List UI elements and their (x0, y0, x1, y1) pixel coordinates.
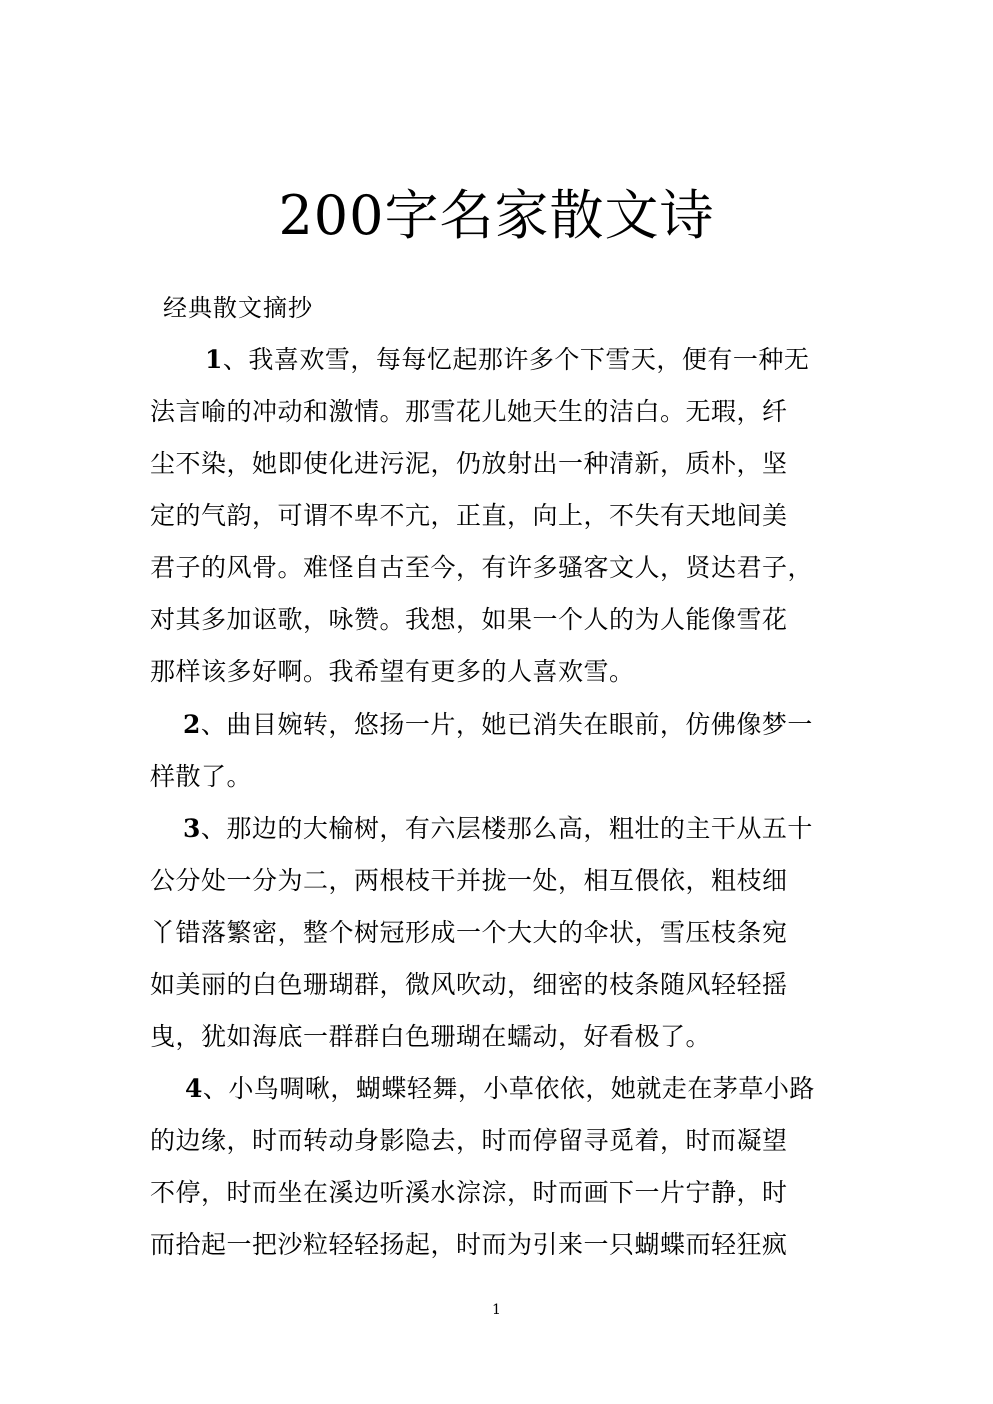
line-text: 不停，时而坐在溪边听溪水淙淙，时而画下一片宁静，时 (150, 1178, 788, 1207)
line-text: 、曲目婉转，悠扬一片，她已消失在眼前，仿佛像梦一 (200, 710, 813, 739)
line-text: 公分处一分为二，两根枝干并拢一处，相互偎依，粗枝细 (150, 866, 788, 895)
text-line (150, 1173, 850, 1213)
page-title: 200字名家散文诗 (278, 184, 715, 247)
item-number: 2 (183, 710, 201, 739)
text-line (150, 757, 850, 797)
text-line (150, 652, 850, 692)
line-text: 尘不染，她即使化进污泥，仍放射出一种清新，质朴，坚 (150, 449, 788, 478)
item-number: 3 (183, 814, 201, 843)
text-line (150, 392, 850, 432)
text-line (150, 965, 850, 1005)
subtitle: 经典散文摘抄 (163, 294, 313, 322)
text-line (150, 913, 850, 953)
line-text: 样散了。 (150, 762, 253, 791)
line-text: 而拾起一把沙粒轻轻扬起，时而为引来一只蝴蝶而轻狂疯 (150, 1230, 788, 1259)
line-text: 定的气韵，可谓不卑不亢，正直，向上，不失有天地间美 (150, 501, 788, 530)
item-number: 4 (185, 1074, 203, 1103)
text-line (150, 1121, 850, 1161)
text-line (150, 1225, 850, 1265)
line-text: 、那边的大榆树，有六层楼那么高，粗壮的主干从五十 (200, 814, 813, 843)
text-line (150, 548, 850, 588)
line-text: 如美丽的白色珊瑚群，微风吹动，细密的枝条随风轻轻摇 (150, 970, 788, 999)
page-number: 1 (492, 1302, 501, 1318)
text-line (183, 809, 883, 849)
item-number: 1 (205, 345, 223, 374)
text-line (150, 600, 850, 640)
text-line (150, 861, 850, 901)
line-text: 、我喜欢雪，每每忆起那许多个下雪天，便有一种无 (222, 345, 810, 374)
text-line (185, 1069, 885, 1109)
text-line (150, 1017, 850, 1057)
text-line (183, 705, 883, 745)
line-text: 、小鸟啁啾，蝴蝶轻舞，小草依依，她就走在茅草小路 (202, 1074, 815, 1103)
line-text: 法言喻的冲动和激情。那雪花儿她天生的洁白。无瑕，纤 (150, 397, 788, 426)
line-text: 丫错落繁密，整个树冠形成一个大大的伞状，雪压枝条宛 (150, 918, 788, 947)
text-line (150, 444, 850, 484)
line-text: 曳，犹如海底一群群白色珊瑚在蠕动，好看极了。 (150, 1022, 712, 1051)
line-text: 对其多加讴歌，咏赞。我想，如果一个人的为人能像雪花 (150, 605, 788, 634)
text-line (150, 496, 850, 536)
text-line (205, 340, 905, 380)
line-text: 那样该多好啊。我希望有更多的人喜欢雪。 (150, 657, 635, 686)
line-text: 君子的风骨。难怪自古至今，有许多骚客文人，贤达君子， (150, 553, 814, 582)
line-text: 的边缘，时而转动身影隐去，时而停留寻觅着，时而凝望 (150, 1126, 788, 1155)
